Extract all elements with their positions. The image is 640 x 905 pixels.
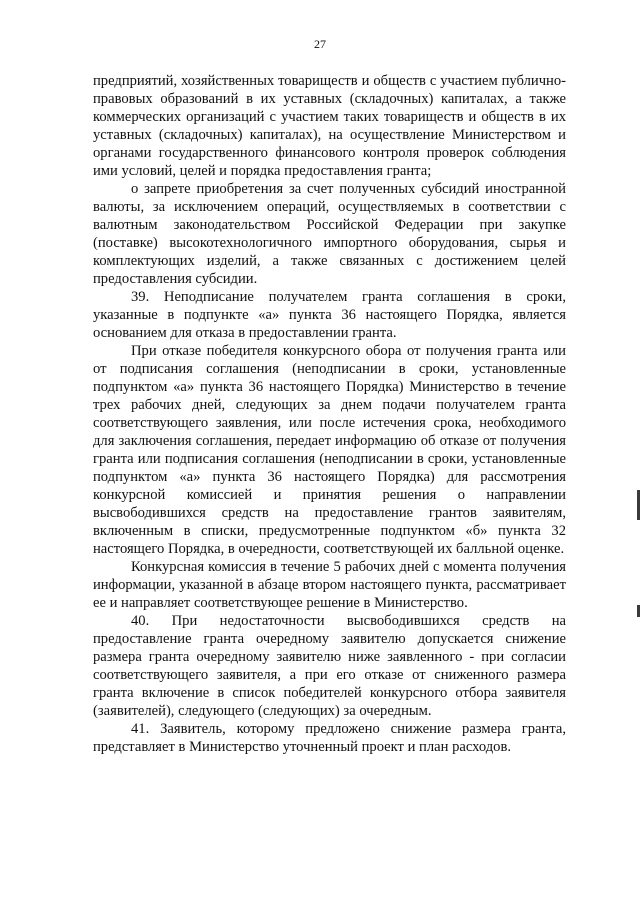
paragraph: При отказе победителя конкурсного обора от получения гранта или от подписания соглашения (неподписании в сроки, установленные подпунктом «а» пункта 36 настоящего Порядка) Министерство в течение трех рабочих дней, следующих за днем подачи получателем гранта соответствующего заявления, или после истечения срока, необходимого для заключения соглашения, передает информацию об отказе от получения гранта или подписания соглашения (неподписании в сроки, установленные подпунктом «а» пункта 36 настоящего Порядка) для рассмотрения конкурсной комиссией и принятия решения о направлении высвободившихся средств на предоставление грантов заявителям, включенным в списки, предусмотренные подпунктом «б» пункта 32 настоящего Порядка, в очередности, соответствующей их балльной оценке. (93, 343, 566, 557)
paragraph: о запрете приобретения за счет полученных субсидий иностранной валюты, за исключением операций, осуществляемых в соответствии с валютным законодательством Российской Федерации при закупке (поставке) высокотехнологичного импортного оборудования, сырья и комплектующих изделий, а также связанных с достижением целей предоставления субсидии. (93, 181, 566, 287)
paragraph-clause-40: 40. При недостаточности высвободившихся средств на предоставление гранта очередному заявителю допускается снижение размера гранта очередному заявителю ниже заявленного - при согласии соответствующего заявителя, а при его отказе от сниженного размера гранта включение в список победителей конкурсного отбора заявителя (заявителей), следующего (следующих) за очередным. (93, 613, 566, 719)
paragraph: предприятий, хозяйственных товариществ и обществ с участием публично-правовых образований в их уставных (складочных) капиталах, а также коммерческих организаций с участием таких товариществ и обществ в их уставных (складочных) капиталах), на осуществление Министерством и органами государственного финансового контроля проверок соблюдения ими условий, целей и порядка предоставления гранта; (93, 73, 566, 179)
paragraph: Конкурсная комиссия в течение 5 рабочих дней с момента получения информации, указанной в абзаце втором настоящего пункта, рассматривает ее и направляет соответствующее решение в Министерство. (93, 559, 566, 611)
paragraph-clause-41: 41. Заявитель, которому предложено снижение размера гранта, представляет в Министерство уточненный проект и план расходов. (93, 721, 566, 755)
page-number: 27 (314, 37, 326, 51)
paragraph-clause-39: 39. Неподписание получателем гранта соглашения в сроки, указанные в подпункте «а» пункта 36 настоящего Порядка, является основанием для отказа в предоставлении гранта. (93, 289, 566, 341)
document-body (93, 72, 566, 756)
